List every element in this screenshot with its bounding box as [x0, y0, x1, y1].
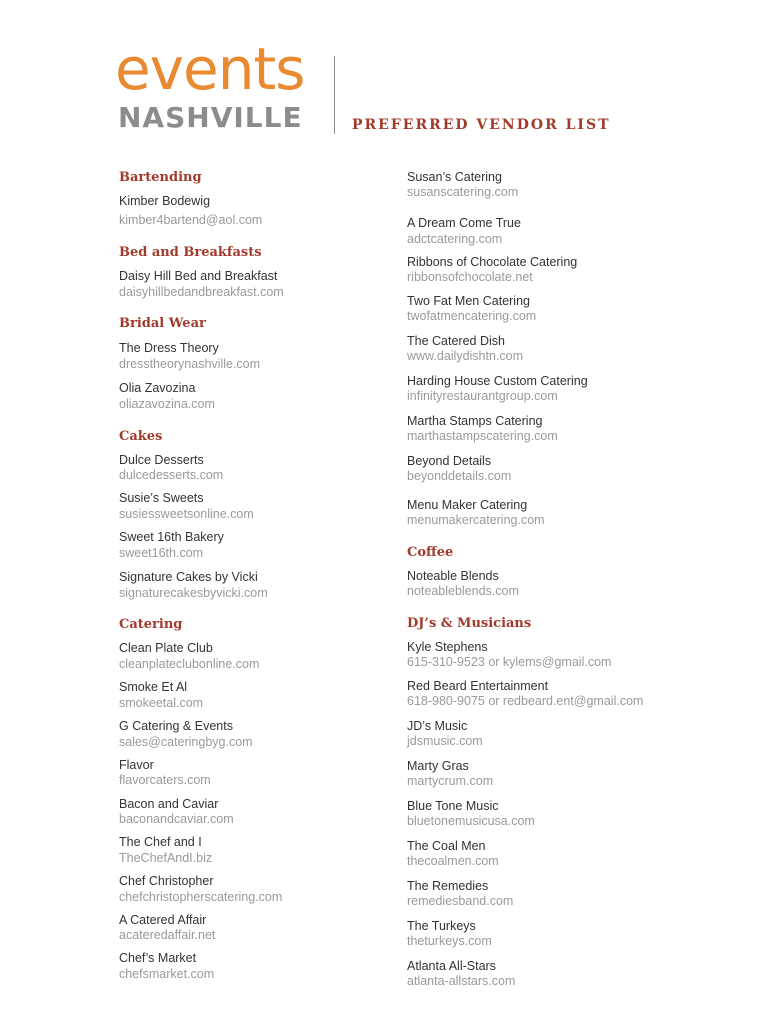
vendor-name: A Dream Come True	[407, 216, 521, 230]
vendor-name: Ribbons of Chocolate Catering	[407, 255, 578, 269]
vendor-contact[interactable]: cleanplateclubonline.com	[119, 657, 260, 671]
vendor-name: Menu Maker Catering	[407, 498, 528, 512]
vendor-contact[interactable]: 615-310-9523 or kylems@gmail.com	[407, 655, 612, 669]
vendor-contact[interactable]: TheChefAndI.biz	[119, 851, 213, 865]
vendor-contact[interactable]: sweet16th.com	[119, 546, 204, 560]
vendor-contact[interactable]: ribbonsofchocolate.net	[407, 270, 533, 284]
vendor-name: Noteable Blends	[407, 569, 499, 583]
vendor-contact[interactable]: martycrum.com	[407, 774, 494, 788]
category-heading-bridal-wear: Bridal Wear	[119, 316, 206, 331]
vendor-name: Sweet 16th Bakery	[119, 530, 224, 544]
vendor-name: Kyle Stephens	[407, 640, 488, 654]
vendor-name: Susie’s Sweets	[119, 491, 204, 505]
vendor-contact[interactable]: twofatmencatering.com	[407, 309, 537, 323]
vendor-contact[interactable]: acateredaffair.net	[119, 928, 216, 942]
vendor-name: The Remedies	[407, 879, 489, 893]
vendor-contact[interactable]: flavorcaters.com	[119, 773, 211, 787]
vendor-name: Marty Gras	[407, 759, 469, 773]
vendor-contact[interactable]: 618-980-9075 or redbeard.ent@gmail.com	[407, 694, 644, 708]
vendor-name: Olia Zavozina	[119, 381, 196, 395]
vendor-name: Bacon and Caviar	[119, 797, 219, 811]
vendor-name: Chef’s Market	[119, 951, 197, 965]
vendor-contact[interactable]: atlanta-allstars.com	[407, 974, 516, 988]
vendor-name: The Catered Dish	[407, 334, 505, 348]
vendor-name: Harding House Custom Catering	[407, 374, 588, 388]
category-heading-djs-musicians: DJ’s & Musicians	[407, 616, 532, 631]
vendor-contact[interactable]: jdsmusic.com	[407, 734, 483, 748]
vendor-contact[interactable]: bluetonemusicusa.com	[407, 814, 535, 828]
vendor-contact[interactable]: dulcedesserts.com	[119, 468, 224, 482]
vendor-contact[interactable]: theturkeys.com	[407, 934, 492, 948]
category-heading-bed-and-breakfasts: Bed and Breakfasts	[119, 245, 262, 260]
vendor-contact[interactable]: thecoalmen.com	[407, 854, 499, 868]
vendor-name: Chef Christopher	[119, 874, 214, 888]
vendor-name: Two Fat Men Catering	[407, 294, 530, 308]
vendor-name: JD’s Music	[407, 719, 468, 733]
vendor-name: The Dress Theory	[119, 341, 219, 355]
vendor-name: Red Beard Entertainment	[407, 679, 549, 693]
vendor-name: Beyond Details	[407, 454, 492, 468]
category-heading-bartending: Bartending	[119, 170, 202, 185]
vendor-contact[interactable]: susiessweetsonline.com	[119, 507, 254, 521]
vendor-contact[interactable]: remediesband.com	[407, 894, 514, 908]
category-heading-cakes: Cakes	[119, 429, 163, 444]
vendor-contact[interactable]: susanscatering.com	[407, 185, 519, 199]
category-heading-catering: Catering	[119, 617, 183, 632]
vendor-contact[interactable]: menumakercatering.com	[407, 513, 545, 527]
vendor-contact[interactable]: sales@cateringbyg.com	[119, 735, 253, 749]
vendor-name: The Turkeys	[407, 919, 476, 933]
logo-events-wordmark: events	[115, 35, 305, 103]
vendor-contact[interactable]: infinityrestaurantgroup.com	[407, 389, 558, 403]
vendor-name: Dulce Desserts	[119, 453, 204, 467]
category-heading-coffee: Coffee	[407, 545, 454, 560]
vendor-name: Clean Plate Club	[119, 641, 213, 655]
vendor-name: Atlanta All-Stars	[407, 959, 496, 973]
vendor-contact[interactable]: adctcatering.com	[407, 232, 503, 246]
vendor-contact[interactable]: signaturecakesbyvicki.com	[119, 586, 268, 600]
header-divider	[334, 56, 335, 134]
vendor-contact[interactable]: baconandcaviar.com	[119, 812, 234, 826]
vendor-contact[interactable]: chefchristopherscatering.com	[119, 890, 283, 904]
vendor-contact[interactable]: daisyhillbedandbreakfast.com	[119, 285, 284, 299]
vendor-name: Flavor	[119, 758, 154, 772]
vendor-contact[interactable]: kimber4bartend@aol.com	[119, 213, 263, 227]
vendor-name: Signature Cakes by Vicki	[119, 570, 258, 584]
vendor-contact[interactable]: chefsmarket.com	[119, 967, 215, 981]
vendor-contact[interactable]: noteableblends.com	[407, 584, 519, 598]
vendor-contact[interactable]: www.dailydishtn.com	[407, 349, 524, 363]
vendor-name: The Coal Men	[407, 839, 486, 853]
page-title: PREFERRED VENDOR LIST	[352, 117, 611, 133]
vendor-contact[interactable]: oliazavozina.com	[119, 397, 215, 411]
vendor-name: Blue Tone Music	[407, 799, 499, 813]
vendor-name: G Catering & Events	[119, 719, 233, 733]
vendor-name: The Chef and I	[119, 835, 202, 849]
vendor-contact[interactable]: smokeetal.com	[119, 696, 204, 710]
vendor-name: Martha Stamps Catering	[407, 414, 543, 428]
vendor-name: Smoke Et Al	[119, 680, 188, 694]
vendor-contact[interactable]: marthastampscatering.com	[407, 429, 558, 443]
vendor-name: Kimber Bodewig	[119, 194, 211, 208]
vendor-contact[interactable]: beyonddetails.com	[407, 469, 512, 483]
vendor-name: Susan’s Catering	[407, 170, 502, 184]
vendor-name: A Catered Affair	[119, 913, 207, 927]
logo-city-wordmark: NASHVILLE	[118, 101, 303, 134]
vendor-contact[interactable]: dresstheorynashville.com	[119, 357, 261, 371]
vendor-name: Daisy Hill Bed and Breakfast	[119, 269, 278, 283]
